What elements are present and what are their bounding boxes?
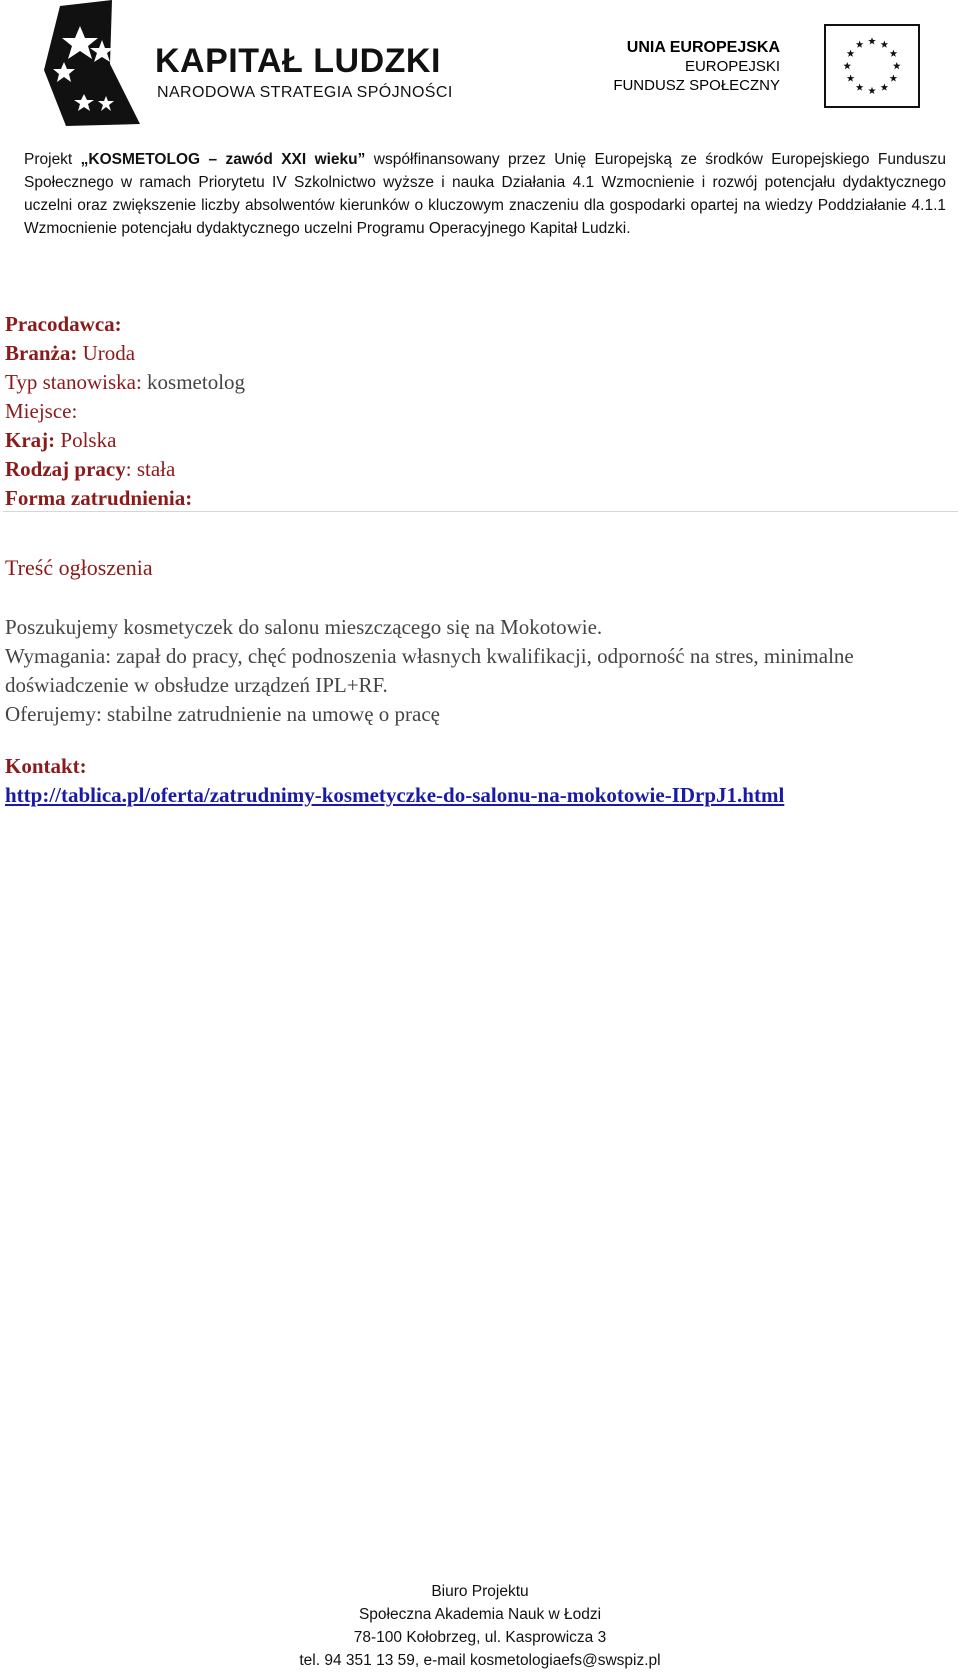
logo-subtitle: NARODOWA STRATEGIA SPÓJNOŚCI	[157, 84, 453, 101]
ad-requirements: Wymagania: zapał do pracy, chęć podnoszenia własnych kwalifikacji, odporność na stres, minimalne doświadczenie w obsłudze urządzeń IPL+RF.	[5, 644, 854, 697]
footer	[0, 1580, 960, 1672]
eu-star	[843, 62, 851, 69]
footer-office: Biuro Projektu	[431, 1583, 529, 1600]
eu-star	[847, 74, 855, 81]
industry-label: Branża:	[5, 341, 78, 365]
field-work-type	[5, 455, 950, 484]
employment-form-label: Forma zatrudnienia:	[5, 486, 193, 510]
work-type-separator: :	[125, 457, 137, 481]
eu-logo-line3: FUNDUSZ SPOŁECZNY	[613, 77, 780, 94]
employer-label: Pracodawca:	[5, 312, 122, 336]
project-note-prefix: Projekt	[24, 151, 81, 168]
stars-figure-icon	[40, 0, 150, 130]
country-label: Kraj:	[5, 428, 56, 452]
industry-value: Uroda	[77, 341, 136, 365]
country-value: Polska	[55, 428, 117, 452]
job-fields	[5, 310, 950, 513]
ad-body	[5, 613, 950, 729]
eu-star	[856, 41, 864, 48]
position-value: kosmetolog	[141, 370, 246, 394]
eu-logo-line2: EUROPEJSKI	[684, 58, 780, 75]
contact-link[interactable]: http://tablica.pl/oferta/zatrudnimy-kosmetyczke-do-salonu-na-mokotowie-IDrpJ1.html	[5, 783, 785, 807]
footer-institution: Społeczna Akademia Nauk w Łodzi	[358, 1606, 602, 1623]
project-note-body: współfinansowany przez Unię Europejską ze środków Europejskiego Funduszu Społecznego w ramach Priorytetu IV Szkolnictwo wyższe i nauka Działania 4.1 Wzmocnienie i rozwój potencjału dydaktycznego uczelni oraz zwiększenie liczby absolwentów kierunków o kluczowym znaczeniu dla gospodarki opartej na wiedzy Poddziałanie 4.1.1 Wzmocnienie potencjału dydaktycznego uczelni Programu Operacyjnego Kapitał Ludzki.	[24, 151, 946, 237]
field-country	[5, 426, 950, 455]
section-divider	[3, 511, 958, 512]
eu-star	[868, 37, 876, 44]
logo-title: KAPITAŁ LUDZKI	[155, 42, 441, 80]
contact-label: Kontakt:	[5, 754, 87, 778]
field-position	[5, 368, 950, 397]
footer-contact: tel. 94 351 13 59, e-mail kosmetologiaefs@swspiz.pl	[299, 1652, 661, 1669]
eu-star	[856, 83, 864, 90]
ad-heading: Treść ogłoszenia	[5, 555, 153, 580]
eu-logo	[605, 24, 920, 112]
place-label: Miejsce	[5, 399, 72, 423]
project-name: „KOSMETOLOG – zawód XXI wieku”	[80, 151, 366, 168]
position-separator: :	[135, 370, 142, 394]
ad-offer: Oferujemy: stabilne zatrudnienie na umowę o pracę	[5, 702, 440, 726]
field-industry	[5, 339, 950, 368]
eu-star	[890, 50, 898, 57]
eu-star	[890, 74, 898, 81]
eu-star	[868, 87, 876, 94]
eu-logo-line1: UNIA EUROPEJSKA	[626, 39, 780, 56]
eu-star	[881, 83, 889, 90]
field-employment-form	[5, 484, 950, 513]
eu-star	[893, 62, 901, 69]
field-employer	[5, 310, 950, 339]
footer-address: 78-100 Kołobrzeg, ul. Kasprowicza 3	[353, 1629, 607, 1646]
eu-flag-icon	[824, 24, 920, 108]
work-type-value: stała	[136, 457, 176, 481]
place-separator: :	[71, 399, 78, 423]
field-place	[5, 397, 950, 426]
position-label: Typ stanowiska	[5, 370, 136, 394]
eu-star	[881, 41, 889, 48]
ad-intro: Poszukujemy kosmetyczek do salonu mieszczącego się na Mokotowie.	[5, 615, 603, 639]
eu-star	[847, 50, 855, 57]
kapital-ludzki-logo	[40, 0, 460, 130]
project-note	[24, 148, 946, 240]
work-type-label: Rodzaj pracy	[5, 457, 126, 481]
eu-logo-text	[613, 38, 780, 95]
